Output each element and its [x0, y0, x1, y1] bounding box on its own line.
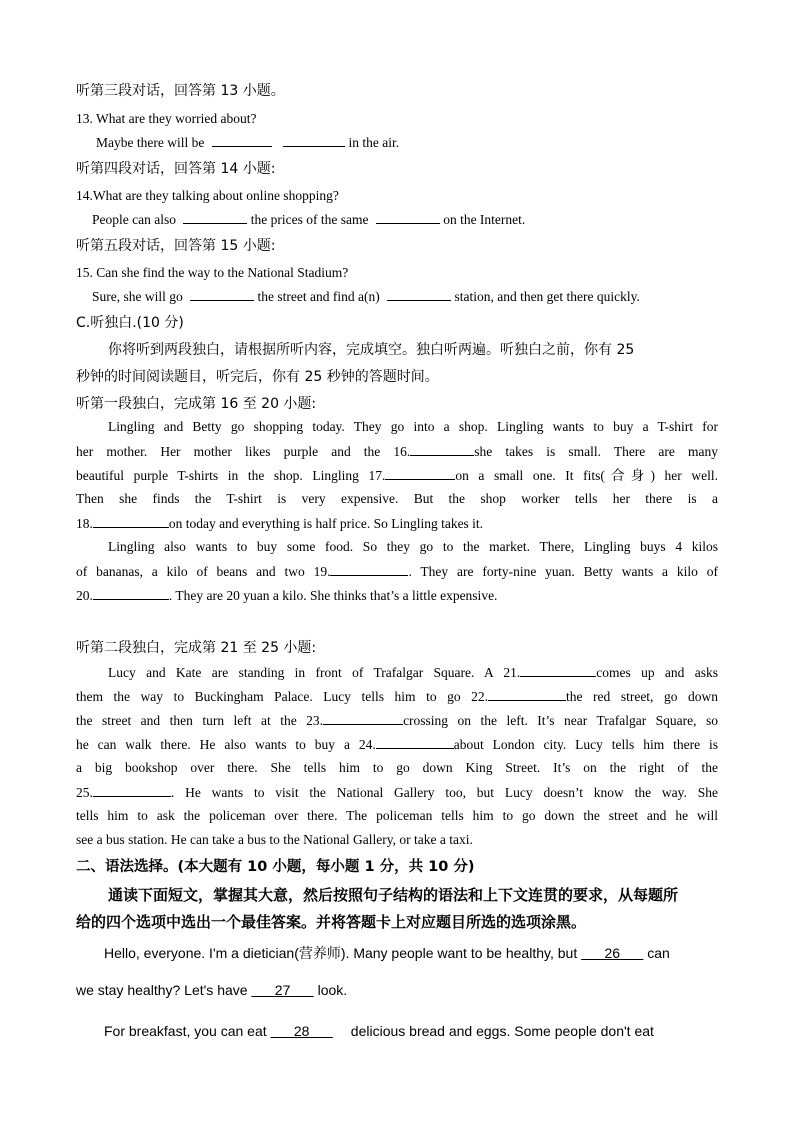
text-run: of bananas, a kilo of beans and two 19. — [76, 564, 331, 579]
section-c-instructions-1: 你将听到两段独白，请根据所听内容，完成填空。独白听两遍。听独白之前，你有 25 — [108, 342, 635, 358]
blank-27[interactable] — [251, 982, 313, 998]
monologue-1-line: Lingling and Betty go shopping today. They go into a shop. Lingling wants to buy a T-shirt for — [108, 419, 718, 434]
text-run: look. — [313, 982, 348, 998]
text-run: . They are forty-nine yuan. Betty wants a kilo of — [408, 564, 718, 579]
passage-line-2 — [76, 981, 347, 999]
answer-blank[interactable] — [190, 287, 254, 301]
part5-heading: 听第五段对话，回答第 15 小题: — [76, 238, 276, 254]
answer-blank-19[interactable] — [330, 562, 408, 576]
text-run: comes up and asks — [596, 665, 719, 680]
answer-13-text: Maybe there will be — [96, 135, 205, 150]
grammar-instructions-2: 给的四个选项中选出一个最佳答案。并将答题卡上对应题目所选的选项涂黑。 — [76, 913, 587, 931]
text-run: them the way to Buckingham Palace. Lucy tells him to go 22. — [76, 689, 489, 704]
monologue-2-line — [76, 687, 718, 706]
monologue-1-heading: 听第一段独白，完成第 16 至 20 小题: — [76, 396, 317, 412]
answer-blank-18[interactable] — [93, 514, 169, 528]
part4-heading: 听第四段对话，回答第 14 小题: — [76, 161, 276, 177]
text-run: 25. — [76, 785, 93, 800]
text-run: . They are 20 yuan a kilo. She thinks that’s a little expensive. — [168, 588, 498, 603]
monologue-2-line — [76, 735, 718, 754]
text-run: the red street, go down — [566, 689, 718, 704]
answer-13-text: in the air. — [348, 135, 400, 150]
text-run: . He wants to visit the National Gallery too, but Lucy doesn’t know the way. She — [170, 785, 718, 800]
text-run: she takes is small. There are many — [474, 444, 718, 459]
monologue-1-line — [76, 442, 718, 461]
text-run: can — [643, 945, 670, 961]
monologue-2-line: see a bus station. He can take a bus to the National Gallery, or take a taxi. — [76, 832, 473, 847]
text-run: about London city. Lucy tells him there is — [453, 737, 718, 752]
monologue-1-line — [76, 586, 497, 605]
answer-14-text: on the Internet. — [443, 212, 526, 227]
grammar-heading: 二、语法选择。(本大题有 10 小题，每小题 1 分，共 10 分) — [76, 859, 475, 875]
answer-15-text: the street and find a(n) — [257, 289, 380, 304]
blank-number: 28 — [293, 1023, 310, 1039]
answer-15-text: station, and then get there quickly. — [454, 289, 640, 304]
text-run: 18. — [76, 516, 93, 531]
answer-blank-16[interactable] — [410, 442, 474, 456]
answer-blank[interactable] — [212, 133, 272, 147]
answer-blank-22[interactable] — [488, 687, 566, 701]
grammar-instructions-1: 通读下面短文，掌握其大意，然后按照句子结构的语法和上下文连贯的要求，从每题所 — [108, 886, 679, 904]
text-run: on a small one. It fits(合身) her well. — [455, 468, 718, 483]
text-run: we stay healthy? Let's have — [76, 982, 252, 998]
answer-15-text: Sure, she will go — [92, 289, 183, 304]
text-run: beautiful purple T-shirts in the shop. Lingling 17. — [76, 468, 386, 483]
section-c-instructions-2: 秒钟的时间阅读题目，听完后，你有 25 秒钟的答题时间。 — [76, 369, 439, 385]
question-14: 14.What are they talking about online shopping? — [76, 188, 339, 203]
blank-number: 27 — [274, 982, 291, 998]
monologue-2-line — [108, 663, 718, 682]
text-run: 20. — [76, 588, 93, 603]
blank-26[interactable] — [581, 945, 643, 961]
answer-blank[interactable] — [183, 210, 247, 224]
passage-line-1 — [104, 944, 670, 962]
answer-blank[interactable] — [283, 133, 345, 147]
answer-14 — [92, 210, 525, 229]
monologue-2-line: a big bookshop over there. She tells him to go down King Street. It’s on the right of the — [76, 760, 718, 775]
blank-28[interactable] — [271, 1023, 333, 1039]
text-run: Hello, everyone. I'm a dietician(营养师). Many people want to be healthy, but — [104, 945, 582, 961]
text-run: crossing on the left. It’s near Trafalgar Square, so — [403, 713, 718, 728]
monologue-1-line: Lingling also wants to buy some food. So they go to the market. There, Lingling buys 4 kilos — [108, 539, 718, 554]
text-run: on today and everything is half price. So Lingling takes it. — [168, 516, 484, 531]
monologue-1-line: Then she finds the T-shirt is very expensive. But the shop worker tells her there is a — [76, 491, 718, 506]
monologue-2-line — [76, 783, 718, 802]
text-run: the street and then turn left at the 23. — [76, 713, 324, 728]
text-run: her mother. Her mother likes purple and the 16. — [76, 444, 411, 459]
monologue-1-line — [76, 514, 483, 533]
answer-blank-24[interactable] — [376, 735, 454, 749]
text-run: Lucy and Kate are standing in front of Trafalgar Square. A 21. — [108, 665, 521, 680]
answer-blank[interactable] — [387, 287, 451, 301]
answer-blank-23[interactable] — [323, 711, 403, 725]
section-c-heading: C.听独白.(10 分) — [76, 315, 184, 331]
question-13: 13. What are they worried about? — [76, 111, 257, 126]
answer-14-text: People can also — [92, 212, 176, 227]
blank-number: 26 — [604, 945, 621, 961]
part3-heading: 听第三段对话，回答第 13 小题。 — [76, 83, 285, 99]
answer-blank-17[interactable] — [385, 466, 455, 480]
answer-blank-21[interactable] — [520, 663, 596, 677]
answer-blank-25[interactable] — [93, 783, 171, 797]
monologue-1-line — [76, 466, 718, 485]
text-run: For breakfast, you can eat — [104, 1023, 271, 1039]
answer-blank[interactable] — [376, 210, 440, 224]
question-15: 15. Can she find the way to the National Stadium? — [76, 265, 349, 280]
monologue-2-heading: 听第二段独白，完成第 21 至 25 小题: — [76, 640, 317, 656]
text-run: delicious bread and eggs. Some people don't eat — [350, 1023, 654, 1039]
answer-15 — [92, 287, 640, 306]
answer-13 — [96, 133, 399, 152]
answer-14-text: the prices of the same — [250, 212, 369, 227]
answer-blank-20[interactable] — [93, 586, 169, 600]
text-run: he can walk there. He also wants to buy a 24. — [76, 737, 376, 752]
monologue-2-line — [76, 711, 718, 730]
monologue-1-line — [76, 562, 718, 581]
passage-line-3 — [104, 1022, 654, 1040]
monologue-2-line: tells him to ask the policeman over there. The policeman tells him to go down the street and he will — [76, 808, 718, 823]
